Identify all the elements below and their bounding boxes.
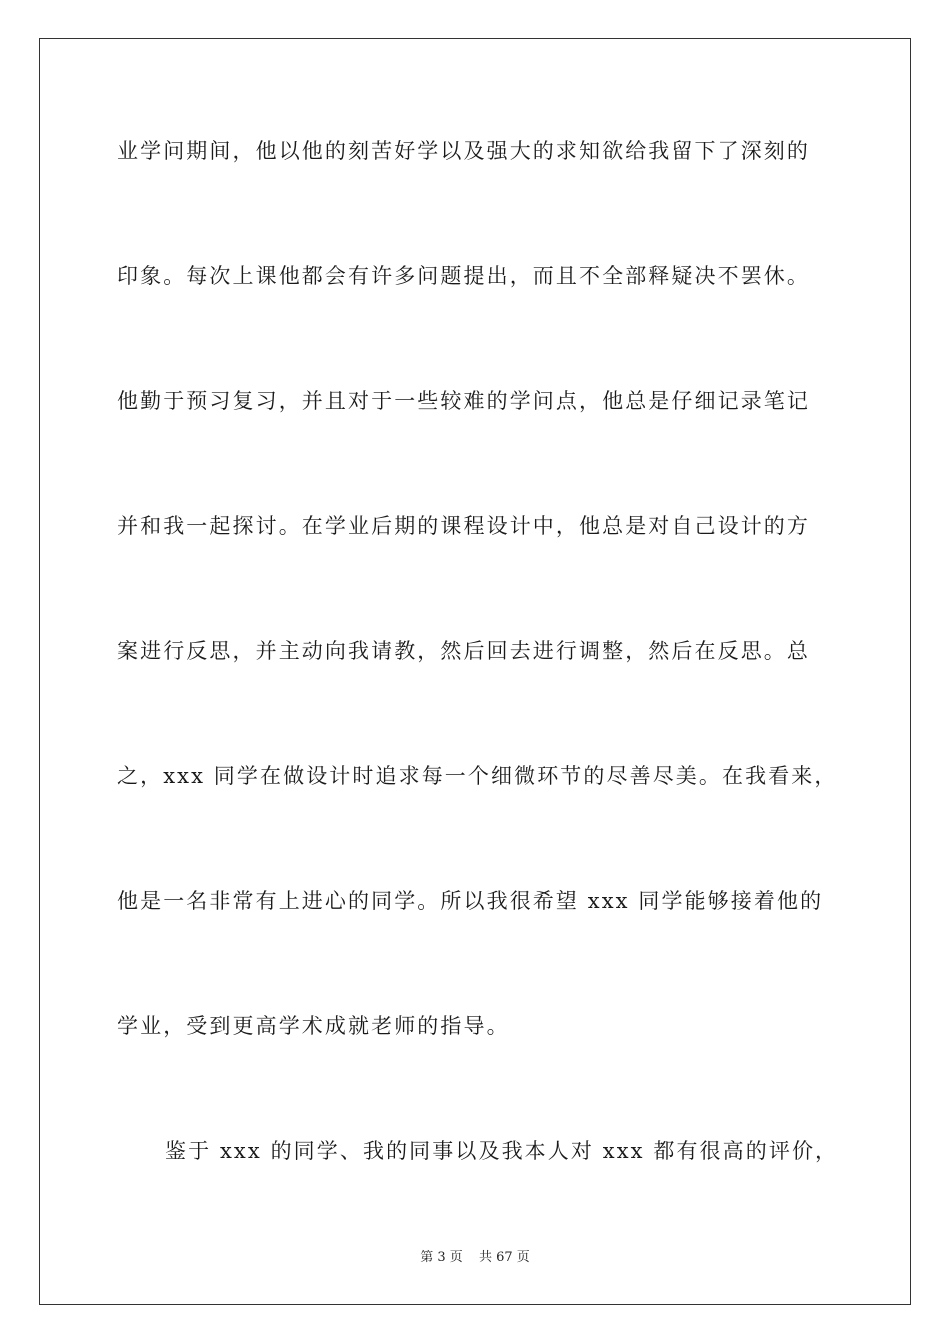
text-line-3: 他勤于预习复习，并且对于一些较难的学问点，他总是仔细记录笔记 xyxy=(117,389,810,413)
page-total: 共 67 页 xyxy=(478,1250,530,1265)
text-line-5: 案进行反思，并主动向我请教，然后回去进行调整，然后在反思。总 xyxy=(117,639,810,663)
text-line-4: 并和我一起探讨。在学业后期的课程设计中，他总是对自己设计的方 xyxy=(117,514,810,538)
page-footer xyxy=(0,1248,950,1268)
text-line-9-paragraph-start: 鉴于 xxx 的同学、我的同事以及我本人对 xxx 都有很高的评价， xyxy=(165,1139,839,1163)
document-body xyxy=(117,122,837,1247)
text-line-7: 他是一名非常有上进心的同学。所以我很希望 xxx 同学能够接着他的 xyxy=(117,889,824,913)
text-line-1: 业学问期间，他以他的刻苦好学以及强大的求知欲给我留下了深刻的 xyxy=(117,139,810,163)
text-line-6: 之，xxx 同学在做设计时追求每一个细微环节的尽善尽美。在我看来， xyxy=(117,764,838,788)
page-number: 第 3 页 xyxy=(420,1250,463,1265)
text-line-2: 印象。每次上课他都会有许多问题提出，而且不全部释疑决不罢休。 xyxy=(117,264,810,288)
text-line-8: 学业，受到更高学术成就老师的指导。 xyxy=(117,1014,510,1038)
